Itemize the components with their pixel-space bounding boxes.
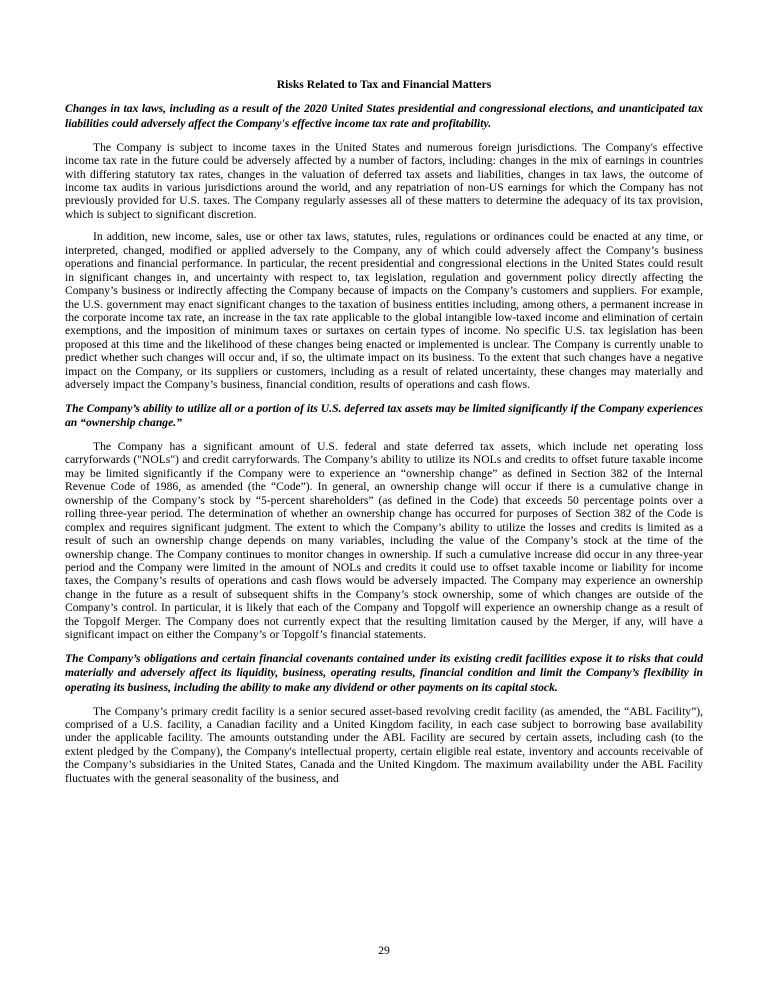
section-title: Risks Related to Tax and Financial Matters xyxy=(276,78,492,91)
paragraph-deferred-tax-assets: The Company has a significant amount of U.S. federal and state deferred tax assets, which include net operating loss carryforwards ("NOLs") and credit carryforwards. The Company’s ability to utilize its NOLs and credits to offset future taxable income may be limited significantly if the Company were to experience an “ownership change” as defined in Section 382 of the Internal Revenue Code of 1986, as amended (the “Code”). In general, an ownership change will occur if there is a cumulative change in ownership of the Company’s stock by “5-percent shareholders” (as defined in the Code) that exceeds 50 percentage points over a rolling three-year period. The determination of whether an ownership change has occurred for purposes of Section 382 of the Code is complex and requires significant judgment. The extent to which the Company’s ability to utilize the losses and credits is limited as a result of such an ownership change depends on many variables, including the value of the Company’s stock at the time of the ownership change. The Company continues to monitor changes in ownership. If such a cumulative increase did occur in any three-year period and the Company were limited in the amount of NOLs and credits it could use to offset taxable income or liability for income taxes, the Company’s results of operations and cash flows would be adversely impacted. The Company may experience an ownership change in the future as a result of subsequent shifts in the Company’s stock ownership, some of which changes are outside of the Company’s control. In particular, it is likely that each of the Company and Topgolf will experience an ownership change as a result of the Topgolf Merger. The Company does not currently expect that the resulting limitation caused by the Merger, if any, will have a significant impact on either the Company’s or Topgolf’s financial statements. xyxy=(65,439,703,642)
page-number: 29 xyxy=(378,944,390,957)
risk-heading-credit-facilities: The Company’s obligations and certain financial covenants contained under its existing credit facilities expose it to risks that could materially and adversely affect its liquidity, business, operating results, financial condition and limit the Company’s flexibility in operating its business, including the ability to make any dividend or other payments on its capital stock. xyxy=(65,651,703,694)
paragraph-new-tax-laws: In addition, new income, sales, use or other tax laws, statutes, rules, regulations or ordinances could be enacted at any time, or interpreted, changed, modified or applied adversely to the Company, any of which could adversely affect the Company’s business operations and financial performance. In particular, the recent presidential and congressional elections in the United States could result in significant changes in, and uncertainty with respect to, tax legislation, regulation and government policy directly affecting the Company’s business or indirectly affecting the Company because of impacts on the Company’s customers and suppliers. For example, the U.S. government may enact significant changes to the taxation of business entities including, among others, a permanent increase in the corporate income tax rate, an increase in the tax rate applicable to the global intangible low-taxed income and elimination of certain exemptions, and the imposition of minimum taxes or surtaxes on certain types of income. No specific U.S. tax legislation has been proposed at this time and the likelihood of these changes being enacted or implemented is unclear. The Company is currently unable to predict whether such changes will occur and, if so, the ultimate impact on its business. To the extent that such changes have a negative impact on the Company, or its suppliers or customers, including as a result of related uncertainty, these changes may materially and adversely impact the Company’s business, financial condition, results of operations and cash flows. xyxy=(65,230,703,392)
paragraph-income-taxes: The Company is subject to income taxes in the United States and numerous foreign jurisdictions. The Company's effective income tax rate in the future could be adversely affected by a number of factors, including: changes in the mix of earnings in countries with differing statutory tax rates, changes in the valuation of deferred tax assets and liabilities, changes in tax laws, the outcome of income tax audits in various jurisdictions around the world, and any repatriation of non-US earnings for which the Company has not previously provided for U.S. taxes. The Company regularly assesses all of these matters to determine the adequacy of its tax provision, which is subject to significant discretion. xyxy=(65,140,703,221)
paragraph-abl-facility: The Company’s primary credit facility is a senior secured asset-based revolving credit facility (as amended, the “ABL Facility”), comprised of a U.S. facility, a Canadian facility and a United Kingdom facility, in each case subject to borrowing base availability under the applicable facility. The amounts outstanding under the ABL Facility are secured by certain assets, including cash (to the extent pledged by the Company), the Company's intellectual property, certain eligible real estate, inventory and accounts receivable of the Company’s subsidiaries in the United States, Canada and the United Kingdom. The maximum availability under the ABL Facility fluctuates with the general seasonality of the business, and xyxy=(65,704,703,785)
risk-heading-ownership-change: The Company’s ability to utilize all or a portion of its U.S. deferred tax assets may be limited significantly if the Company experiences an “ownership change.” xyxy=(65,401,703,430)
risk-heading-tax-law-changes: Changes in tax laws, including as a result of the 2020 United States presidential and congressional elections, and unanticipated tax liabilities could adversely affect the Company's effective income tax rate and profitability. xyxy=(65,102,703,130)
